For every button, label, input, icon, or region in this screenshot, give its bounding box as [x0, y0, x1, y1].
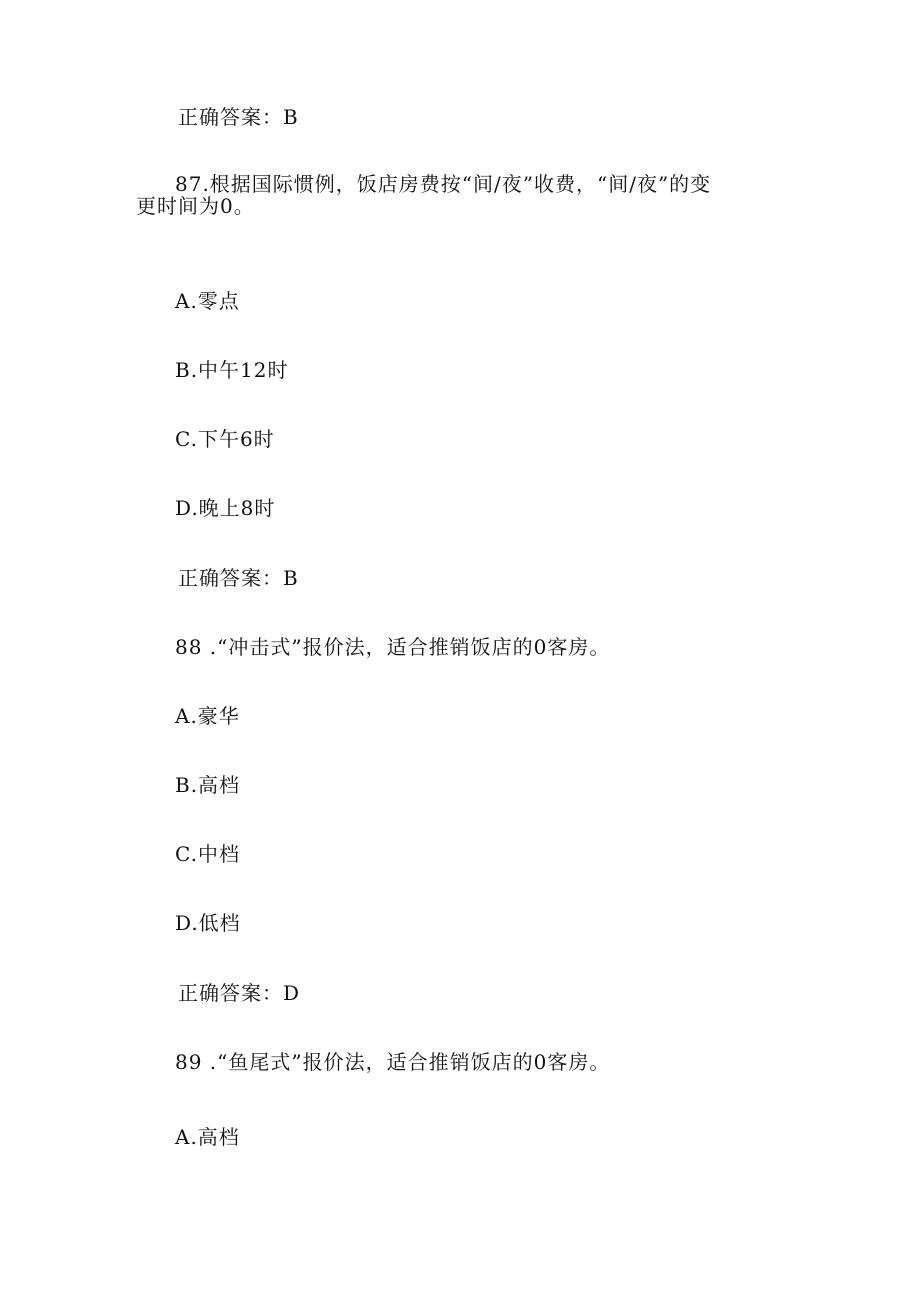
- option-88-b: B.高档: [175, 773, 241, 797]
- option-88-d: D.低档: [175, 911, 241, 935]
- answer-88: 正确答案：D: [178, 981, 301, 1005]
- option-88-a: A.豪华: [175, 704, 240, 728]
- option-88-c: C.中档: [175, 842, 240, 866]
- option-87-b: B.中午12时: [175, 358, 289, 382]
- option-87-c: C.下午6时: [175, 427, 275, 451]
- question-87-line-2: 更时间为0。: [136, 194, 255, 218]
- answer-87: 正确答案：B: [178, 566, 299, 590]
- question-87-line-1: 87.根据国际惯例，饭店房费按“间/夜”收费，“间/夜”的变: [175, 172, 712, 196]
- answer-86: 正确答案：B: [178, 105, 299, 129]
- option-89-a: A.高档: [175, 1125, 240, 1149]
- question-88: 88 .“冲击式”报价法，适合推销饭店的0客房。: [175, 635, 611, 659]
- option-87-d: D.晚上8时: [175, 496, 276, 520]
- question-89: 89 .“鱼尾式”报价法，适合推销饭店的0客房。: [175, 1050, 611, 1074]
- option-87-a: A.零点: [175, 289, 240, 313]
